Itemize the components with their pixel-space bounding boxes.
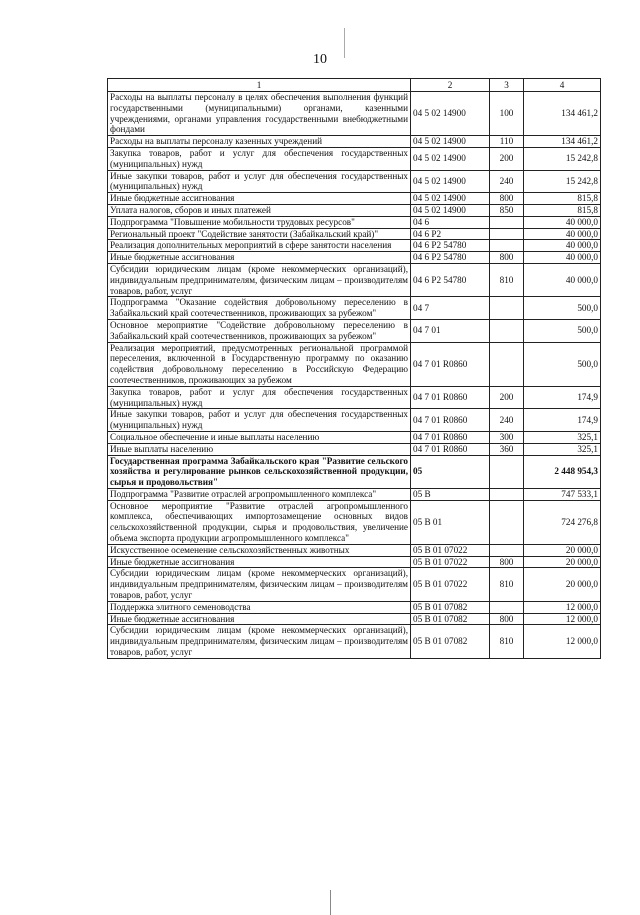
table-header-row <box>108 79 601 92</box>
row-code-cell: 04 7 <box>411 297 490 320</box>
row-sum-cell: 500,0 <box>524 342 601 386</box>
row-sum-cell: 2 448 954,3 <box>524 455 601 488</box>
table-row <box>108 216 601 228</box>
row-name-cell: Иные закупки товаров, работ и услуг для обеспечения государственных (муниципальных) нужд <box>108 170 411 193</box>
row-sum-cell: 15 242,8 <box>524 170 601 193</box>
row-vr-cell: 240 <box>490 170 524 193</box>
table-row <box>108 193 601 205</box>
row-code-cell: 04 7 01 R0860 <box>411 443 490 455</box>
row-sum-cell: 20 000,0 <box>524 568 601 601</box>
row-code-cell: 05 В 01 07022 <box>411 556 490 568</box>
row-name-cell: Поддержка элитного семеноводства <box>108 601 411 613</box>
row-name-cell: Реализация дополнительных мероприятий в сфере занятости населения <box>108 240 411 252</box>
row-name-cell: Иные бюджетные ассигнования <box>108 613 411 625</box>
row-sum-cell: 500,0 <box>524 319 601 342</box>
row-name-cell: Иные бюджетные ассигнования <box>108 556 411 568</box>
row-sum-cell: 134 461,2 <box>524 136 601 148</box>
table-row <box>108 601 601 613</box>
row-name-cell: Реализация мероприятий, предусмотренных региональной программой переселения, включенной в Государственную программу по оказанию содействия добровольному переселению в Российскую Федерацию соотечественников, проживающих за рубежом <box>108 342 411 386</box>
row-code-cell: 04 5 02 14900 <box>411 204 490 216</box>
table-row <box>108 170 601 193</box>
table-row <box>108 500 601 544</box>
row-code-cell: 04 5 02 14900 <box>411 193 490 205</box>
row-vr-cell: 110 <box>490 136 524 148</box>
row-name-cell: Основное мероприятие "Содействие добровольному переселению в Забайкальский край соотечественников, проживающих за рубежом" <box>108 319 411 342</box>
row-code-cell: 04 6 <box>411 216 490 228</box>
table-row <box>108 252 601 264</box>
row-vr-cell <box>490 544 524 556</box>
row-name-cell: Основное мероприятие "Развитие отраслей агропромышленного комплекса, обеспечивающих импортозамещение основных видов сельскохозяйственной продукции, сырья и продовольствия, увеличение объема экспорта продукции агропромышленного комплекса" <box>108 500 411 544</box>
row-name-cell: Закупка товаров, работ и услуг для обеспечения государственных (муниципальных) нужд <box>108 147 411 170</box>
row-name-cell: Подпрограмма "Развитие отраслей агропромышленного комплекса" <box>108 488 411 500</box>
row-name-cell: Расходы на выплаты персоналу казенных учреждений <box>108 136 411 148</box>
row-sum-cell: 724 276,8 <box>524 500 601 544</box>
row-code-cell: 04 7 01 R0860 <box>411 409 490 432</box>
row-code-cell: 04 7 01 R0860 <box>411 431 490 443</box>
row-code-cell: 04 6 P2 <box>411 228 490 240</box>
row-code-cell: 04 5 02 14900 <box>411 136 490 148</box>
table-row <box>108 409 601 432</box>
table-row <box>108 443 601 455</box>
table-row <box>108 263 601 296</box>
row-vr-cell: 300 <box>490 431 524 443</box>
row-sum-cell: 12 000,0 <box>524 613 601 625</box>
row-code-cell: 04 5 02 14900 <box>411 92 490 136</box>
row-vr-cell: 800 <box>490 613 524 625</box>
row-vr-cell <box>490 601 524 613</box>
row-name-cell: Государственная программа Забайкальского края "Развитие сельского хозяйства и регулирование рынков сельскохозяйственной продукции, сырья и продовольствия" <box>108 455 411 488</box>
row-vr-cell <box>490 216 524 228</box>
row-code-cell: 04 7 01 R0860 <box>411 342 490 386</box>
row-sum-cell: 325,1 <box>524 431 601 443</box>
row-code-cell: 05 В 01 07082 <box>411 601 490 613</box>
row-sum-cell: 40 000,0 <box>524 216 601 228</box>
row-code-cell: 04 6 P2 54780 <box>411 263 490 296</box>
row-sum-cell: 20 000,0 <box>524 556 601 568</box>
row-name-cell: Социальное обеспечение и иные выплаты населению <box>108 431 411 443</box>
row-vr-cell: 240 <box>490 409 524 432</box>
table-row <box>108 136 601 148</box>
row-vr-cell <box>490 488 524 500</box>
row-sum-cell: 815,8 <box>524 193 601 205</box>
row-code-cell: 04 6 P2 54780 <box>411 240 490 252</box>
row-sum-cell: 20 000,0 <box>524 544 601 556</box>
row-sum-cell: 12 000,0 <box>524 601 601 613</box>
row-sum-cell: 40 000,0 <box>524 263 601 296</box>
row-vr-cell <box>490 455 524 488</box>
table-row <box>108 455 601 488</box>
header-col-4: 4 <box>524 79 601 92</box>
header-col-1: 1 <box>108 79 411 92</box>
table-row <box>108 228 601 240</box>
row-code-cell: 05 В 01 07082 <box>411 613 490 625</box>
row-vr-cell: 810 <box>490 625 524 658</box>
table-row <box>108 431 601 443</box>
row-name-cell: Искусственное осеменение сельскохозяйственных животных <box>108 544 411 556</box>
row-sum-cell: 134 461,2 <box>524 92 601 136</box>
row-sum-cell: 40 000,0 <box>524 240 601 252</box>
row-sum-cell: 500,0 <box>524 297 601 320</box>
table-row <box>108 613 601 625</box>
header-col-3: 3 <box>490 79 524 92</box>
table-row <box>108 386 601 409</box>
table-row <box>108 147 601 170</box>
row-code-cell: 04 7 01 R0860 <box>411 386 490 409</box>
row-vr-cell: 800 <box>490 252 524 264</box>
row-vr-cell: 100 <box>490 92 524 136</box>
row-vr-cell <box>490 500 524 544</box>
table-row <box>108 204 601 216</box>
table-row <box>108 240 601 252</box>
row-name-cell: Закупка товаров, работ и услуг для обеспечения государственных (муниципальных) нужд <box>108 386 411 409</box>
row-code-cell: 05 В 01 07022 <box>411 568 490 601</box>
row-sum-cell: 174,9 <box>524 386 601 409</box>
row-code-cell: 04 5 02 14900 <box>411 147 490 170</box>
table-row <box>108 92 601 136</box>
row-vr-cell: 800 <box>490 193 524 205</box>
row-vr-cell <box>490 240 524 252</box>
row-vr-cell: 850 <box>490 204 524 216</box>
row-vr-cell: 800 <box>490 556 524 568</box>
row-code-cell: 04 7 01 <box>411 319 490 342</box>
row-vr-cell: 200 <box>490 386 524 409</box>
row-vr-cell: 810 <box>490 263 524 296</box>
row-name-cell: Подпрограмма "Оказание содействия добровольному переселению в Забайкальский край соотечественников, проживающих за рубежом" <box>108 297 411 320</box>
fold-mark-bottom <box>330 890 331 915</box>
row-code-cell: 05 В 01 07022 <box>411 544 490 556</box>
row-vr-cell <box>490 342 524 386</box>
row-code-cell: 05 <box>411 455 490 488</box>
row-sum-cell: 40 000,0 <box>524 228 601 240</box>
table-row <box>108 625 601 658</box>
table-row <box>108 488 601 500</box>
row-vr-cell: 200 <box>490 147 524 170</box>
row-vr-cell: 810 <box>490 568 524 601</box>
table-row <box>108 342 601 386</box>
row-code-cell: 05 В 01 07082 <box>411 625 490 658</box>
row-name-cell: Иные выплаты населению <box>108 443 411 455</box>
row-sum-cell: 174,9 <box>524 409 601 432</box>
row-sum-cell: 325,1 <box>524 443 601 455</box>
row-sum-cell: 747 533,1 <box>524 488 601 500</box>
table-row <box>108 556 601 568</box>
row-sum-cell: 40 000,0 <box>524 252 601 264</box>
table-row <box>108 568 601 601</box>
page-number: 10 <box>313 52 327 67</box>
header-col-2: 2 <box>411 79 490 92</box>
table-row <box>108 297 601 320</box>
table-row <box>108 544 601 556</box>
row-name-cell: Подпрограмма "Повышение мобильности трудовых ресурсов" <box>108 216 411 228</box>
budget-table <box>107 78 601 659</box>
row-sum-cell: 15 242,8 <box>524 147 601 170</box>
row-vr-cell: 360 <box>490 443 524 455</box>
row-code-cell: 05 В 01 <box>411 500 490 544</box>
row-name-cell: Уплата налогов, сборов и иных платежей <box>108 204 411 216</box>
row-code-cell: 05 В <box>411 488 490 500</box>
row-name-cell: Иные бюджетные ассигнования <box>108 252 411 264</box>
row-name-cell: Субсидии юридическим лицам (кроме некоммерческих организаций), индивидуальным предпринимателям, физическим лицам – производителям товаров, работ, услуг <box>108 568 411 601</box>
table-row <box>108 319 601 342</box>
row-name-cell: Расходы на выплаты персоналу в целях обеспечения выполнения функций государственными (муниципальными) органами, казенными учреждениями, органами управления государственными внебюджетными фондами <box>108 92 411 136</box>
row-name-cell: Субсидии юридическим лицам (кроме некоммерческих организаций), индивидуальным предпринимателям, физическим лицам – производителям товаров, работ, услуг <box>108 263 411 296</box>
row-name-cell: Иные закупки товаров, работ и услуг для обеспечения государственных (муниципальных) нужд <box>108 409 411 432</box>
row-name-cell: Иные бюджетные ассигнования <box>108 193 411 205</box>
row-sum-cell: 815,8 <box>524 204 601 216</box>
row-name-cell: Региональный проект "Содействие занятости (Забайкальский край)" <box>108 228 411 240</box>
row-name-cell: Субсидии юридическим лицам (кроме некоммерческих организаций), индивидуальным предпринимателям, физическим лицам – производителям товаров, работ, услуг <box>108 625 411 658</box>
row-code-cell: 04 5 02 14900 <box>411 170 490 193</box>
row-vr-cell <box>490 297 524 320</box>
row-vr-cell <box>490 228 524 240</box>
row-sum-cell: 12 000,0 <box>524 625 601 658</box>
row-code-cell: 04 6 P2 54780 <box>411 252 490 264</box>
row-vr-cell <box>490 319 524 342</box>
